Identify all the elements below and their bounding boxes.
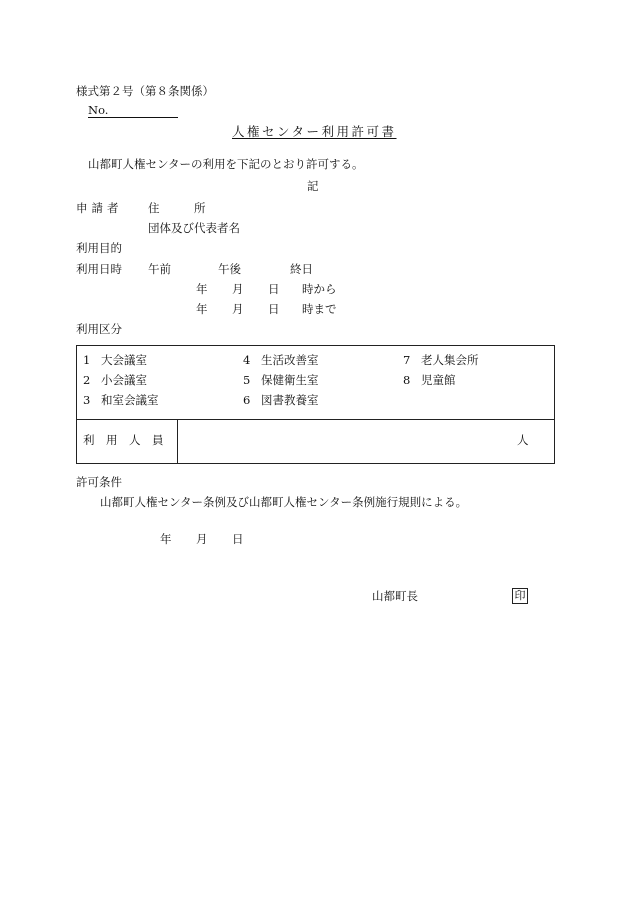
from-hour: 時から: [302, 282, 337, 296]
room-name: 児童館: [421, 373, 456, 387]
option-allday: 終日: [290, 262, 313, 276]
from-month: 月: [232, 282, 244, 296]
room-name: 保健衛生室: [261, 373, 319, 387]
room-item: [243, 394, 319, 408]
room-item: [243, 374, 319, 388]
category-label: 利用区分: [76, 322, 122, 336]
address-label: 住 所: [148, 201, 206, 215]
conditions-text: 山都町人権センター条例及び山都町人権センター条例施行規則による。: [100, 495, 468, 509]
room-number: 5: [243, 373, 251, 387]
document-title: 人権センター利用許可書: [232, 124, 397, 139]
to-month: 月: [232, 302, 244, 316]
issue-year: 年: [160, 532, 172, 546]
room-item: [243, 354, 319, 368]
room-number: 7: [403, 353, 411, 367]
number-label: No.: [88, 103, 109, 117]
conditions-label: 許可条件: [76, 475, 122, 489]
room-name: 生活改善室: [261, 353, 319, 367]
applicant-label: 申請者: [76, 201, 123, 215]
table-divider: [77, 419, 554, 420]
number-field-line: [88, 117, 178, 118]
issuer-name: 山都町長: [372, 589, 418, 603]
room-item: [83, 394, 159, 408]
users-label: 利 用 人 員: [83, 433, 164, 447]
room-number: 3: [83, 393, 91, 407]
to-year: 年: [196, 302, 208, 316]
to-day: 日: [268, 302, 280, 316]
room-table: [76, 345, 555, 464]
form-label: 様式第２号（第８条関係）: [76, 84, 214, 98]
issue-month: 月: [196, 532, 208, 546]
purpose-label: 利用目的: [76, 241, 122, 255]
room-name: 老人集会所: [421, 353, 479, 367]
users-column-divider: [177, 419, 178, 463]
intro-text: 山都町人権センターの利用を下記のとおり許可する。: [88, 157, 364, 171]
room-name: 図書教養室: [261, 393, 319, 407]
room-number: 2: [83, 373, 91, 387]
room-number: 8: [403, 373, 411, 387]
room-name: 大会議室: [101, 353, 147, 367]
option-pm: 午後: [218, 262, 241, 276]
seal-mark: 印: [512, 588, 528, 604]
room-name: 小会議室: [101, 373, 147, 387]
room-item: [403, 354, 479, 368]
room-item: [83, 374, 147, 388]
organization-label: 団体及び代表者名: [148, 221, 240, 235]
room-number: 4: [243, 353, 251, 367]
issue-day: 日: [232, 532, 244, 546]
users-unit: 人: [517, 433, 529, 447]
room-name: 和室会議室: [101, 393, 159, 407]
option-am: 午前: [148, 262, 171, 276]
datetime-label: 利用日時: [76, 262, 122, 276]
room-number: 6: [243, 393, 251, 407]
ki-label: 記: [307, 179, 319, 193]
room-item: [83, 354, 147, 368]
from-year: 年: [196, 282, 208, 296]
room-number: 1: [83, 353, 91, 367]
from-day: 日: [268, 282, 280, 296]
room-item: [403, 374, 456, 388]
to-hour: 時まで: [302, 302, 337, 316]
